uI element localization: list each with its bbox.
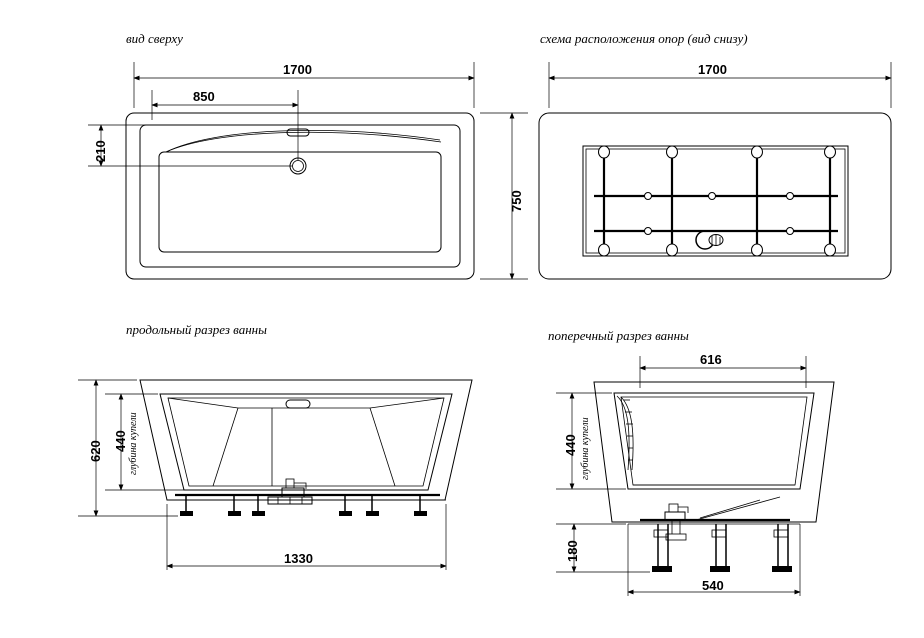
longitudinal-dimensions [78,380,446,570]
cross-legs [652,524,792,572]
dim-cross-base-width: 540 [702,578,724,593]
dim-top-overall-length: 1700 [283,62,312,77]
longitudinal-section-group [140,380,472,516]
view-title-supports: схема расположения опор (вид снизу) [540,31,748,46]
cross-section-dimensions [556,356,806,596]
note-cross-depth: глубина купели [580,417,591,480]
view-title-cross: поперечный разрез ванны [548,328,689,343]
dim-cross-inner-width: 616 [700,352,722,367]
supports-view-dimensions [549,62,891,108]
dim-top-drain-edge: 210 [93,140,108,162]
siphon-symbol [696,231,723,249]
longitudinal-legs [180,495,427,516]
top-view-dimensions [88,62,528,279]
cross-section-group [594,382,834,572]
dim-cross-depth: 440 [563,434,578,456]
top-view-group [126,113,474,279]
dim-supports-overall-length: 1700 [698,62,727,77]
supports-view-group [539,113,891,279]
dim-long-height-total: 620 [88,440,103,462]
dim-top-overall-width: 750 [509,190,524,212]
view-title-longitudinal: продольный разрез ванны [126,322,267,337]
dim-top-drain-offset: 850 [193,89,215,104]
rail-joints [645,193,794,235]
dim-long-depth: 440 [113,430,128,452]
dim-long-base-length: 1330 [284,551,313,566]
view-title-top: вид сверху [126,31,183,46]
note-long-depth: глубина купели [128,412,139,475]
dim-cross-support-height: 180 [565,540,580,562]
